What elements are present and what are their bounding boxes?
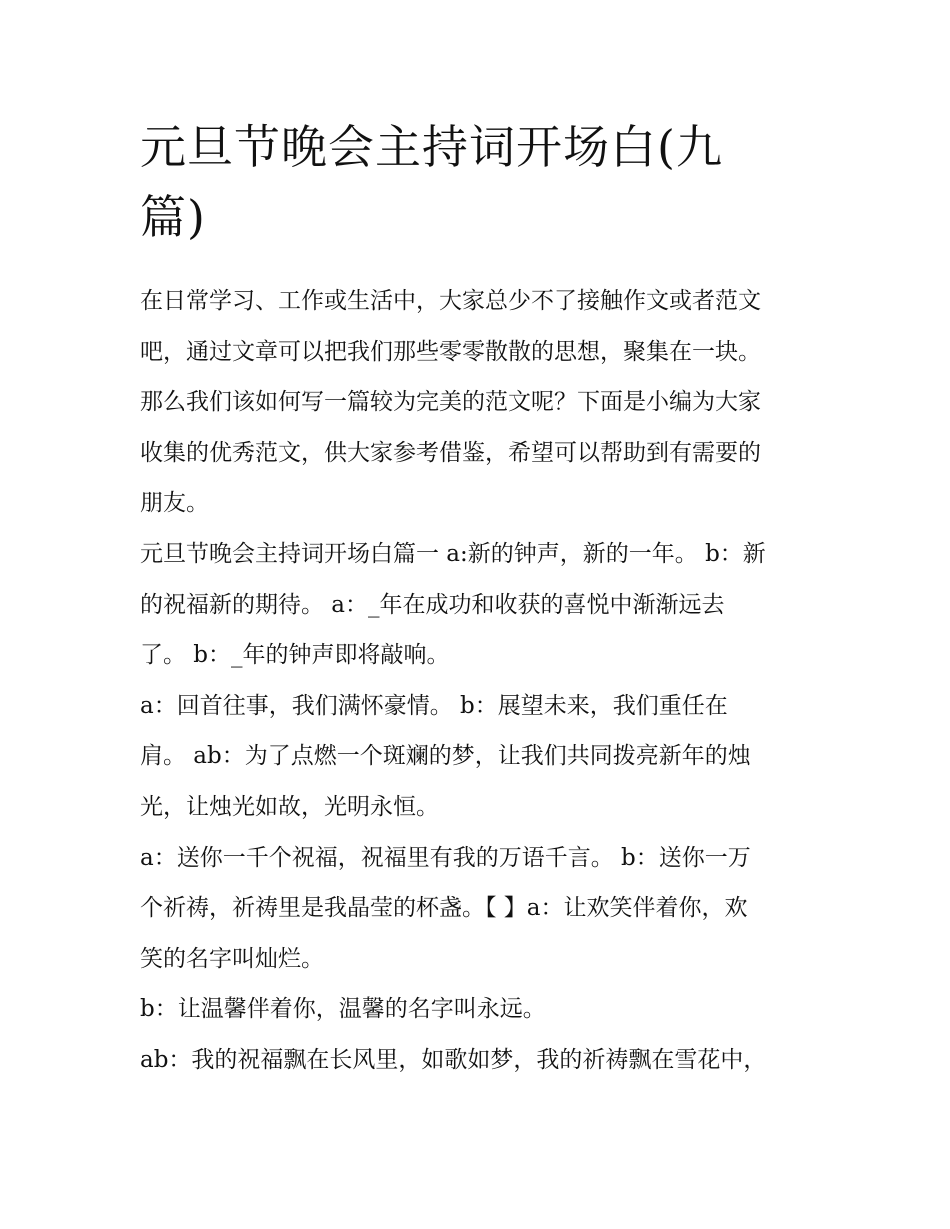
body-line: 元旦节晚会主持词开场白篇一 a:新的钟声，新的一年。 b：新: [140, 540, 766, 567]
body-line: 在日常学习、工作或生活中，大家总少不了接触作文或者范文: [140, 288, 761, 314]
body-line: 吧，通过文章可以把我们那些零零散散的思想，聚集在一块。: [140, 338, 761, 365]
body-line: 肩。 ab：为了点燃一个斑斓的梦，让我们共同拨亮新年的烛: [140, 743, 751, 770]
body-line: 收集的优秀范文，供大家参考借鉴，希望可以帮助到有需要的: [140, 439, 761, 466]
body-line: a：送你一千个祝福，祝福里有我的万语千言。 b：送你一万: [140, 844, 751, 871]
body-line: ab：我的祝福飘在长风里，如歌如梦，我的祈祷飘在雪花中，: [140, 1046, 767, 1073]
title-line: 篇): [140, 190, 206, 244]
document-title: [140, 112, 820, 252]
body-line: b：让温馨伴着你，温馨的名字叫永远。: [140, 996, 546, 1023]
body-line: 那么我们该如何写一篇较为完美的范文呢？下面是小编为大家: [140, 389, 761, 416]
title-line: 元旦节晚会主持词开场白(九: [140, 120, 723, 174]
body-line: 笑的名字叫灿烂。: [140, 945, 324, 972]
body-line: a：回首往事，我们满怀豪情。 b：展望未来，我们重任在: [140, 692, 728, 719]
document-body: [140, 276, 830, 1086]
body-line: 了。 b：_年的钟声即将敲响。: [140, 642, 450, 669]
body-line: 个祈祷，祈祷里是我晶莹的杯盏。【 】a：让欢笑伴着你，欢: [140, 895, 748, 922]
body-line: 朋友。: [140, 490, 209, 517]
body-line: 光，让烛光如故，光明永恒。: [140, 793, 439, 820]
body-line: 的祝福新的期待。 a：_年在成功和收获的喜悦中渐渐远去: [140, 591, 725, 618]
